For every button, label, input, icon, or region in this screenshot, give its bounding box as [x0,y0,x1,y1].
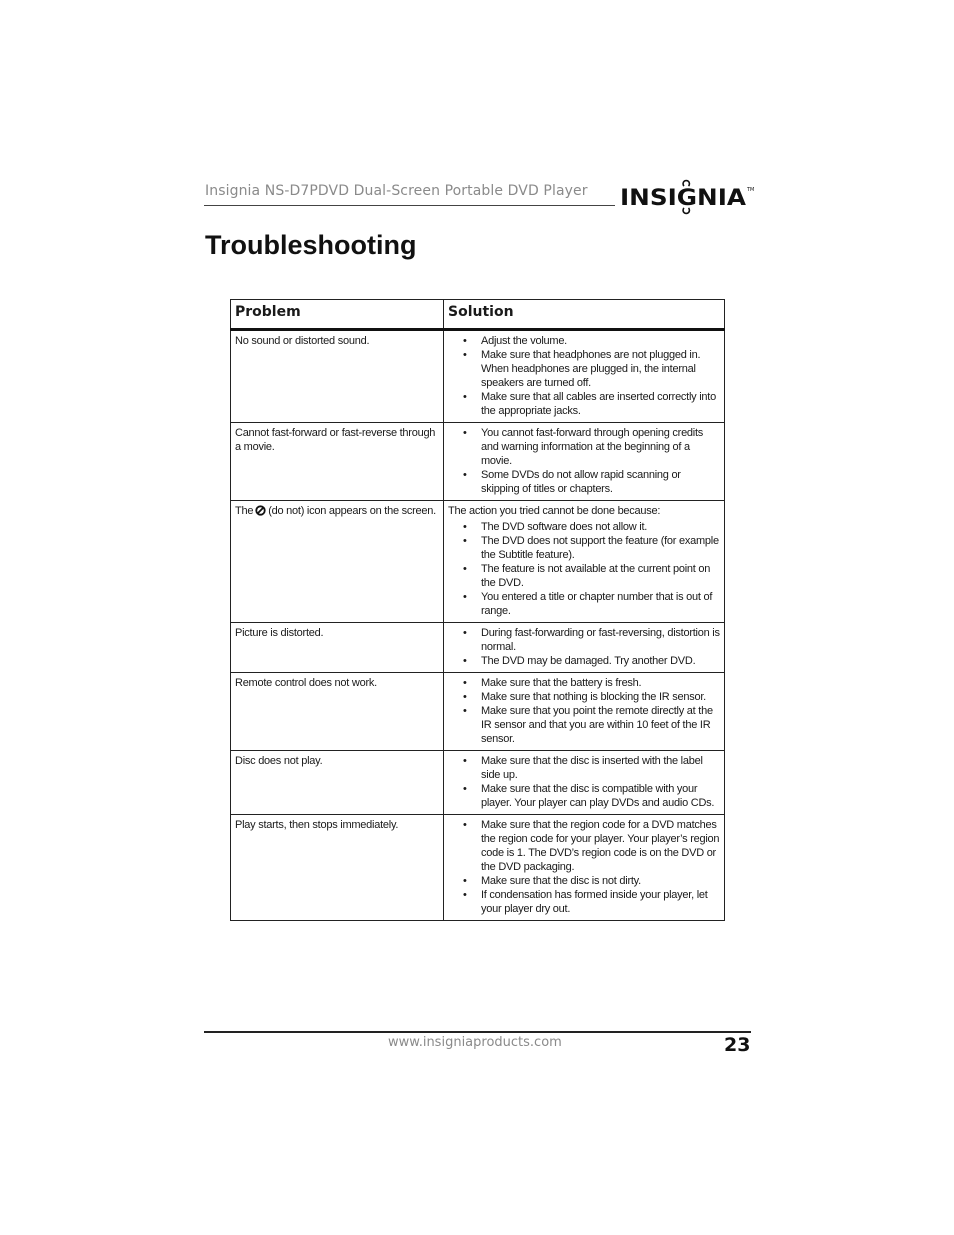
svg-text:INSIGNIA: INSIGNIA [620,186,746,211]
bullet-icon: • [463,819,467,831]
solution-item: • Make sure that the disc is not dirty. [463,875,641,887]
bullet-icon: • [463,691,467,703]
do-not-icon [255,505,266,516]
solution-cell [444,330,725,423]
bullet-icon: • [463,655,467,667]
solution-cell [444,423,725,501]
header-title: Insignia NS-D7PDVD Dual-Screen Portable DVD Player [205,183,588,199]
solution-item: • Make sure that the region code for a DVD matches the region code for your player. Your player’s region code is 1. The DVD’s region code is on the DVD or the DVD packaging. [463,819,720,873]
solution-item: • You cannot fast-forward through opening credits and warning information at the beginning of a movie. [463,427,704,467]
page-number: 23 [724,1034,751,1056]
table-row [231,673,725,751]
bullet-icon: • [463,627,467,639]
problem-cell: Play starts, then stops immediately. [231,815,444,921]
solution-list [448,426,720,496]
solution-list [448,334,720,418]
solution-item: • Make sure that you point the remote directly at the IR sensor and that you are within 10 feet of the IR sensor. [463,705,713,745]
problem-cell: Cannot fast-forward or fast-reverse through a movie. [231,423,444,501]
bullet-icon: • [463,427,467,439]
problem-cell: Picture is distorted. [231,623,444,673]
bullet-icon: • [463,349,467,361]
table-row [231,623,725,673]
solution-cell [444,815,725,921]
insignia-logo [618,178,755,218]
bullet-icon: • [463,783,467,795]
bullet-icon: • [463,591,467,603]
solution-intro: The action you tried cannot be done because: [448,505,661,517]
table-row [231,501,725,623]
solution-cell [444,623,725,673]
svg-text:TM: TM [747,187,755,193]
solution-item: • You entered a title or chapter number that is out of range. [463,591,713,617]
bullet-icon: • [463,521,467,533]
solution-cell [444,501,725,623]
solution-item: • Make sure that headphones are not plugged in. When headphones are plugged in, the internal speakers are turned off. [463,349,701,389]
solution-item: • Make sure that the battery is fresh. [463,677,642,689]
solution-item: • Make sure that the disc is compatible with your player. Your player can play DVDs and audio CDs. [463,783,715,809]
solution-cell [444,673,725,751]
bullet-icon: • [463,755,467,767]
table-row [231,751,725,815]
solution-item: • Adjust the volume. [463,335,567,347]
column-header-solution: Solution [444,300,725,330]
column-header-problem: Problem [231,300,444,330]
bullet-icon: • [463,563,467,575]
bullet-icon: • [463,889,467,901]
header-rule [204,205,615,206]
bullet-icon: • [463,677,467,689]
problem-cell: The (do not) icon appears on the screen. [231,501,444,623]
bullet-icon: • [463,705,467,717]
footer-rule [204,1031,751,1033]
table-row [231,423,725,501]
solution-item: • Make sure that nothing is blocking the IR sensor. [463,691,706,703]
solution-cell [444,751,725,815]
bullet-icon: • [463,535,467,547]
problem-cell: No sound or distorted sound. [231,330,444,423]
solution-item: • Make sure that all cables are inserted correctly into the appropriate jacks. [463,391,716,417]
solution-item: • If condensation has formed inside your player, let your player dry out. [463,889,708,915]
solution-item: • The DVD software does not allow it. [463,521,648,533]
problem-cell: Disc does not play. [231,751,444,815]
bullet-icon: • [463,335,467,347]
table-row [231,330,725,423]
table-header-row [231,300,725,330]
bullet-icon: • [463,469,467,481]
solution-list [448,676,720,746]
solution-item: • Some DVDs do not allow rapid scanning or skipping of titles or chapters. [463,469,681,495]
bullet-icon: • [463,875,467,887]
solution-item: • The DVD does not support the feature (for example the Subtitle feature). [463,535,719,561]
solution-list [448,754,720,810]
bullet-icon: • [463,391,467,403]
solution-list [448,818,720,916]
solution-item: • Make sure that the disc is inserted with the label side up. [463,755,703,781]
page-title: Troubleshooting [205,230,417,260]
footer-url[interactable]: www.insigniaproducts.com [388,1035,562,1050]
table-row [231,815,725,921]
problem-cell: Remote control does not work. [231,673,444,751]
solution-item: • The DVD may be damaged. Try another DVD. [463,655,696,667]
solution-list [448,520,720,618]
solution-item: • The feature is not available at the current point on the DVD. [463,563,711,589]
troubleshooting-table [230,299,725,921]
solution-item: • During fast-forwarding or fast-reversing, distortion is normal. [463,627,720,653]
solution-list [448,626,720,668]
